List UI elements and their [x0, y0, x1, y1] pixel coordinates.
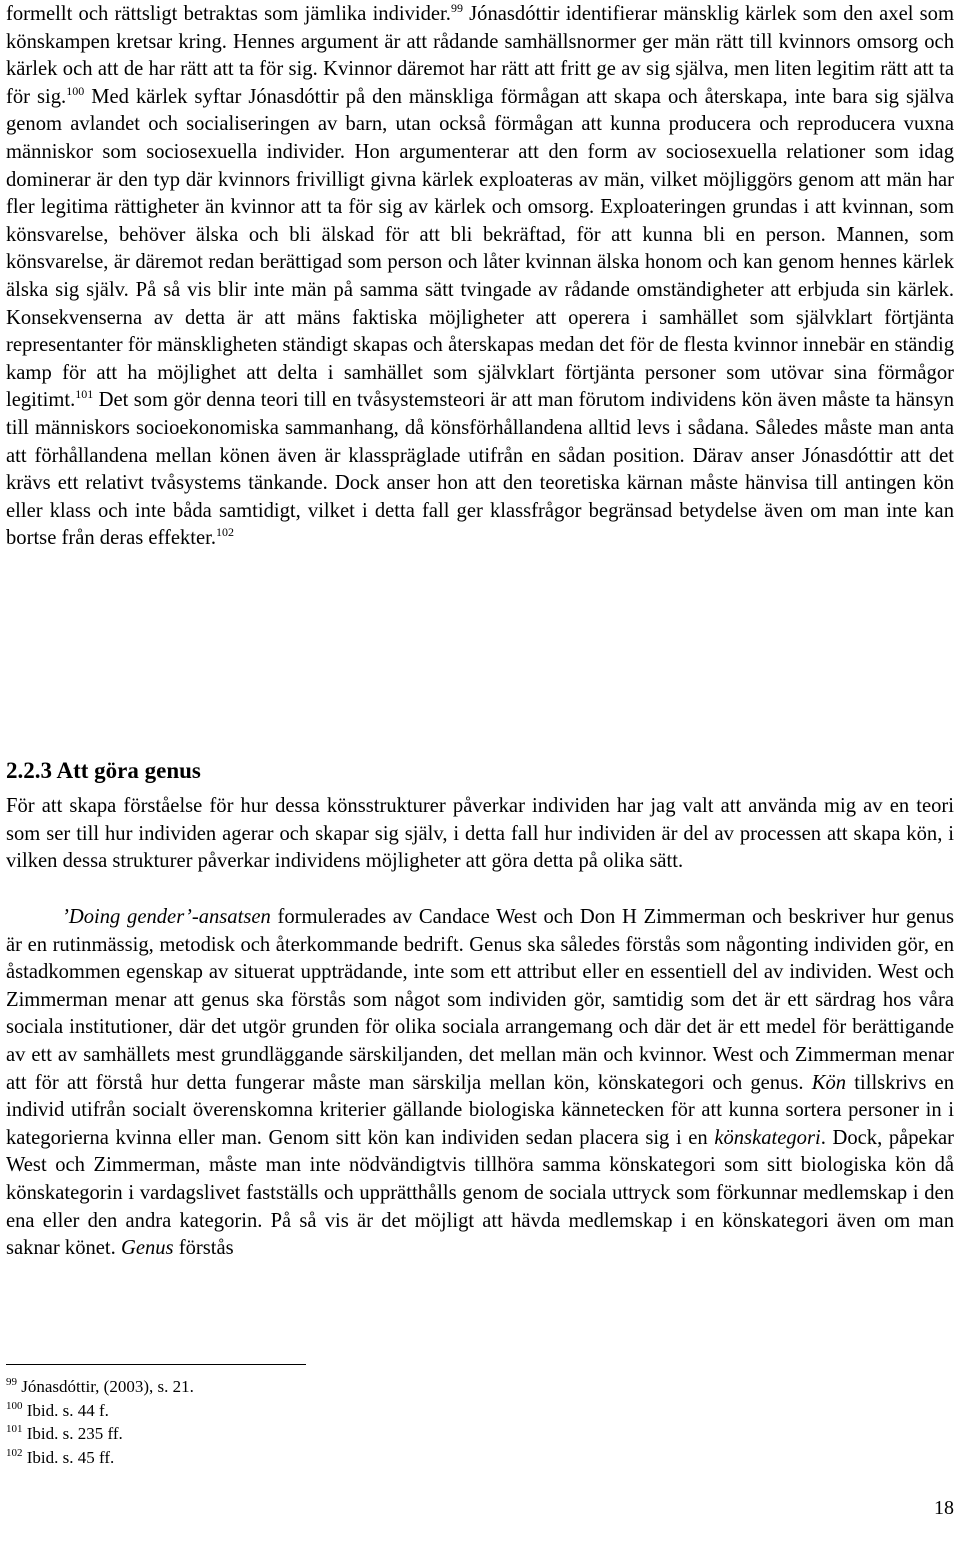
footnote-item [6, 1375, 606, 1399]
footnotes [6, 1375, 606, 1469]
italic-term: Genus [120, 1237, 174, 1260]
footnote-text: Ibid. s. 45 ff. [22, 1447, 115, 1467]
footnote-item [6, 1446, 606, 1470]
footnote-divider [6, 1364, 306, 1365]
footnote-text: Jónasdóttir, (2003), s. 21. [17, 1377, 194, 1396]
footnote-text: Ibid. s. 44 f. [22, 1400, 109, 1420]
body-paragraph: För att skapa förståelse för hur dessa könsstrukturer påverkar individen har jag valt att använda mig av en teori som ser till hur individen agerar och skapar sig själv, i detta fall hur individen är del av processen att skapa kön, i vilken dessa strukturer påverkar individens möjligheter att göra detta på olika sätt. [6, 795, 954, 873]
page-number: 18 [934, 1497, 954, 1519]
footnote-item [6, 1422, 606, 1446]
italic-term: Kön [811, 1071, 847, 1094]
footnote-ref-102[interactable]: 102 [216, 525, 235, 540]
footnote-text: Ibid. s. 235 ff. [22, 1424, 123, 1443]
italic-term: ’Doing gender’-ansatsen [62, 906, 271, 928]
body-paragraph [6, 1, 954, 553]
section-heading: 2.2.3 Att göra genus [6, 758, 201, 783]
paragraph-text: formulerades av Candace West och Don H Zimmerman och beskriver hur genus är en rutinmässig, metodisk och återkommande bedrift. Genus ska således förstås som någonting individen gör, en åstadkommen egenskap av situerat uppträdande, inte som ett attribut eller en essentiell del av individen. West och Zimmerman menar att genus ska förstås som något som individen gör, samtidig som det är ett särdrag hos våra sociala institutioner, där det utgör grunden för olika sociala arrangemang och där det är ett medel för berättigande av ett av samhällets mest grundläggande särskiljanden, det mellan män och kvinnor. West och Zimmerman menar att för att förstå hur detta fungerar måste man särskilja mellan kön, könskategori och genus. [6, 906, 954, 1094]
paragraph-text: Det som gör denna teori till en tvåsystemsteori är att man förutom individens kön även måste ta hänsyn till människors socioekonomiska sammanhang, då könsförhållandena alltid levs i sådana. Således måste man anta att förhållandena mellan könen även är klasspräglade utifrån en sådan position. Därav anser Jónasdóttir att det krävs ett relativt tvåsystems tänkande. Dock anser hon att den teoretiska kärnan måste hänvisa till antingen kön eller klass och inte båda samtidigt, vilket i detta fall ger klassfrågor begränsad betydelse även om man inte kan bortse från deras effekter. [6, 389, 954, 550]
footnote-number: 99 [6, 1376, 17, 1388]
footnote-ref-101[interactable]: 101 [75, 387, 94, 402]
footnote-ref-99[interactable]: 99 [450, 1, 463, 15]
paragraph-text: . Dock, påpekar West och Zimmerman, måste man inte nödvändigtvis tillhöra samma könskategori som sitt biologiska kön då könskategorin i vardagslivet fastställs och upprätthålls genom de sociala uttryck som förkunnar medlemskap i den ena eller den andra kategorin. På så vis är det möjligt att hävda medlemskap i en könskategori även om man saknar könet. [6, 1126, 954, 1260]
paragraph-text: Med kärlek syftar Jónasdóttir på den mänskliga förmågan att skapa och återskapa, inte bara sig själva genom avlandet och socialiseringen av barn, utan också förmågan att kunna producera och reproducera vuxna människor som sociosexuella individer. Hon argumenterar att den form av sociosexuella relationer som idag dominerar är den typ där kvinnors frivilligt givna kärlek exploateras av män, vilket möjliggörs genom att män har fler legitima rättigheter än kvinnor att ta för sig av kärlek och omsorg. Exploateringen grundas i att kvinnan, som könsvarelse, behöver älska och bli älskad för att bli bekräftad, för att kunna bli en person. Mannen, som könsvarelse, är däremot redan berättigad som person och låter kvinnan älska honom och kan genom hennes kärlek älska sig själv. På så vis blir inte män på samma sätt tvingade av rådande omständigheter att erbjuda sin kärlek. Konsekvenserna av detta är att mäns faktiska möjligheter att operera i samhället som självklart förtjänta representanter för mänskligheten ständigt skapas och återskapas medan det för de flesta kvinnor innebär en ständig kamp för att ha möjlighet att delta i samhället som självklart förtjänta personer som utövar sina förmågor legitimt. [6, 85, 954, 412]
paragraph-text: förstås [173, 1237, 234, 1260]
footnote-number: 101 [6, 1423, 23, 1435]
footnote-ref-100[interactable]: 100 [66, 83, 85, 98]
footnote-number: 100 [6, 1399, 23, 1412]
paragraph-text: tillskrivs en individ utifrån socialt överenskomna kriterier gällande biologiska kännetecken för att kunna sortera personer in i kategorierna kvinna eller man. Genom sitt kön kan individen sedan placera sig i en [6, 1071, 954, 1149]
footnote-number: 102 [6, 1446, 23, 1459]
paragraph-text: Jónasdóttir identifierar mänsklig kärlek som den axel som könskampen kretsar kring. Hennes argument är att rådande samhällsnormer ger män rätt till kvinnors omsorg och kärlek och att de har rätt att ta för sig. Kvinnor däremot har rätt att fritt ge av sig själva, men liten legitim rätt att ta för sig. [6, 3, 954, 108]
paragraph-text: formellt och rättsligt betraktas som jämlika individer. [6, 3, 451, 25]
footnote-item [6, 1399, 606, 1423]
italic-term: könskategori [714, 1126, 821, 1149]
body-paragraph [6, 904, 954, 1263]
